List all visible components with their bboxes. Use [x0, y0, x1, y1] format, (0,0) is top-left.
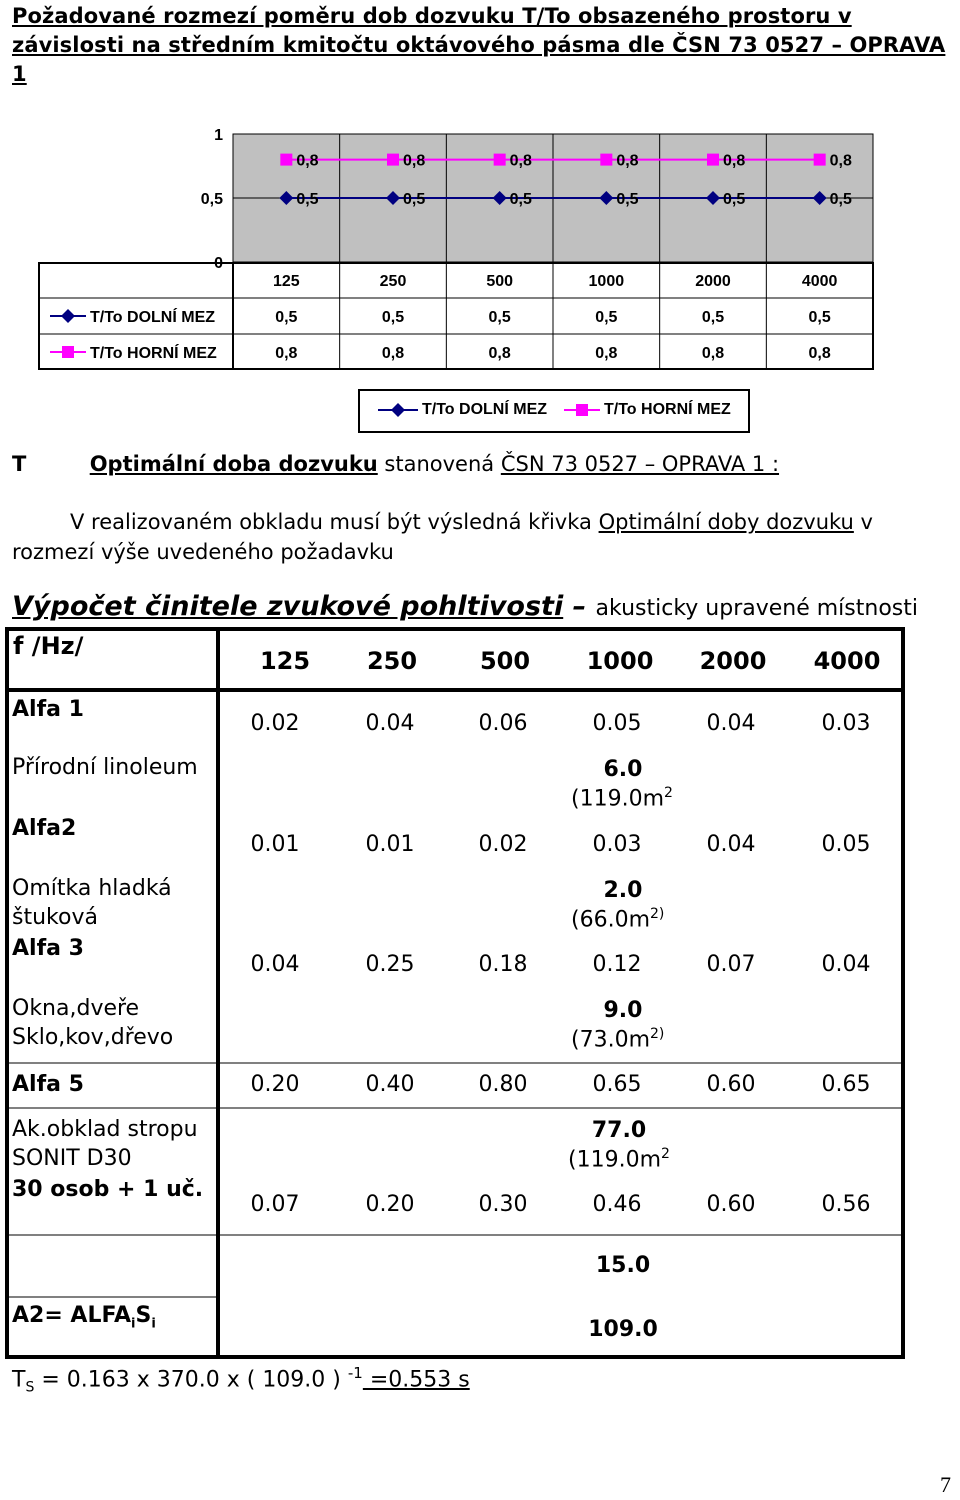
- data-label: 0,5: [829, 191, 852, 208]
- area-value: 6.0: [603, 757, 643, 782]
- x-tick-label: 4000: [801, 273, 838, 290]
- square-marker-icon: [564, 402, 600, 418]
- table-cell-value: 0,5: [701, 309, 725, 326]
- area-size: ($73.0m^{2)}$: [571, 1026, 665, 1053]
- area-value: 15.0: [595, 1253, 651, 1278]
- legend-label: T/To DOLNÍ MEZ: [422, 401, 548, 418]
- table-borders: [5, 627, 905, 1359]
- freq-header: 1000: [586, 647, 654, 675]
- alpha-value: 0.30: [478, 1192, 528, 1217]
- freq-label: f /Hz/: [13, 632, 84, 660]
- t-definition: [12, 452, 779, 476]
- table-cell-value: 0,5: [488, 309, 511, 326]
- table-cell-value: 0,5: [808, 309, 831, 326]
- freq-header: 500: [479, 647, 531, 675]
- row-label: 30 osob + 1 uč.: [12, 1177, 204, 1202]
- y-tick-label: 0,5: [200, 191, 223, 208]
- table-cell-value: 0,5: [595, 309, 618, 326]
- alpha-value: 0.60: [706, 1192, 756, 1217]
- data-label: 0,8: [616, 152, 639, 170]
- table-cell-value: 0,8: [808, 345, 831, 362]
- heading-sub: akusticky upravené místnosti: [595, 596, 918, 621]
- page-title: Požadované rozmezí poměru dob dozvuku T/To obsazeného prostoru v závislosti na středním kmitočtu oktávového pásma dle ČSN 73 0527 – OPRAVA 1: [12, 4, 946, 86]
- data-label: 0,5: [616, 191, 639, 208]
- table-series-name: T/To DOLNÍ MEZ: [90, 309, 216, 326]
- reverb-time-formula: $T_S = 0.163$ x 370.0 x ( 109.0 ) $^{-1}$ =0.553 s: [12, 1364, 470, 1396]
- material-label: štuková: [12, 905, 98, 930]
- requirement-paragraph: [12, 507, 957, 567]
- alpha-value: 0.20: [250, 1072, 300, 1097]
- table-legend-marker: [61, 309, 75, 323]
- alpha-value: 0.20: [365, 1192, 415, 1217]
- freq-header: 250: [366, 647, 418, 675]
- a2-label: $A2= ALFA_iS_i$: [12, 1303, 156, 1332]
- alpha-value: 0.03: [821, 711, 871, 736]
- chart-svg: [38, 118, 874, 372]
- alpha-value: 0.04: [706, 832, 756, 857]
- table-cell-value: 0,5: [275, 309, 298, 326]
- x-tick-label: 250: [379, 273, 407, 290]
- page-number: 7: [940, 1472, 951, 1497]
- data-label: 0,5: [509, 191, 532, 208]
- alpha-value: 0.04: [821, 952, 871, 977]
- data-label: 0,8: [723, 152, 746, 170]
- t-norm: ČSN 73 0527 – OPRAVA 1 :: [500, 452, 780, 476]
- x-tick-label: 1000: [588, 273, 625, 290]
- alpha-value: 0.46: [592, 1192, 642, 1217]
- legend-item-horni: [564, 401, 731, 419]
- data-label: 0,8: [509, 152, 532, 170]
- material-label: Sklo,kov,dřevo: [12, 1025, 174, 1050]
- legend-item-dolni: [378, 401, 547, 419]
- data-label: 0,8: [829, 152, 852, 170]
- absorption-table: [5, 627, 905, 1359]
- table-cell-value: 0,8: [275, 345, 298, 362]
- alpha-value: 0.04: [365, 711, 415, 736]
- table-series-name: T/To HORNÍ MEZ: [90, 345, 217, 362]
- data-point: [814, 154, 826, 166]
- row-label: Alfa2: [12, 816, 77, 841]
- alpha-value: 0.18: [478, 952, 528, 977]
- data-label: 0,5: [403, 191, 426, 208]
- data-point: [494, 154, 506, 166]
- area-value: 9.0: [603, 998, 643, 1023]
- area-value: 2.0: [603, 878, 643, 903]
- row-label: Alfa 5: [12, 1072, 84, 1097]
- para-text: V realizovaném obkladu musí být výsledná křivka: [70, 510, 599, 534]
- diamond-marker-icon: [378, 402, 418, 418]
- freq-header: 4000: [813, 647, 881, 675]
- material-label: SONIT D30: [12, 1146, 132, 1171]
- heading-dash: –: [563, 591, 596, 622]
- row-label: Alfa 3: [12, 936, 84, 961]
- t-symbol: T: [12, 452, 27, 476]
- alpha-value: 0.05: [821, 832, 871, 857]
- alpha-value: 0.01: [250, 832, 300, 857]
- data-point: [280, 154, 292, 166]
- x-tick-label: 500: [486, 273, 514, 290]
- data-point: [707, 154, 719, 166]
- alpha-value: 0.07: [250, 1192, 300, 1217]
- para-text-end: v rozmezí výše uvedeného požadavku: [12, 510, 873, 564]
- table-legend-marker: [62, 346, 74, 358]
- freq-header: 2000: [699, 647, 767, 675]
- data-point: [600, 154, 612, 166]
- material-label: Omítka hladká: [12, 876, 172, 901]
- alpha-value: 0.05: [592, 711, 642, 736]
- section-heading: [12, 591, 918, 622]
- alpha-value: 0.25: [365, 952, 415, 977]
- t-term: Optimální doba dozvuku: [89, 452, 378, 476]
- alpha-value: 0.65: [592, 1072, 642, 1097]
- data-label: 0,5: [723, 191, 746, 208]
- alpha-value: 0.03: [592, 832, 642, 857]
- material-label: Okna,dveře: [12, 996, 140, 1021]
- tto-chart: [38, 118, 874, 372]
- area-value: 77.0: [591, 1118, 647, 1143]
- para-link: Optimální doby dozvuku: [598, 510, 854, 534]
- area-size: ($119.0m^2$: [571, 785, 673, 812]
- alpha-value: 0.12: [592, 952, 642, 977]
- freq-header: 125: [259, 647, 311, 675]
- data-label: 0,8: [403, 152, 426, 170]
- x-tick-label: 125: [272, 273, 300, 290]
- x-tick-label: 2000: [695, 273, 731, 290]
- y-tick-label: 0: [214, 255, 223, 272]
- t-rest: stanovená: [377, 452, 501, 476]
- y-tick-label: 1: [214, 127, 223, 144]
- table-cell-value: 0,8: [595, 345, 618, 362]
- alpha-value: 0.40: [365, 1072, 415, 1097]
- legend-label: T/To HORNÍ MEZ: [604, 401, 731, 418]
- heading-main: Výpočet činitele zvukové pohltivosti: [12, 591, 564, 622]
- alpha-value: 0.56: [821, 1192, 871, 1217]
- alpha-value: 0.07: [706, 952, 756, 977]
- material-label: Přírodní linoleum: [12, 755, 198, 780]
- table-cell-value: 0,8: [381, 345, 405, 362]
- alpha-value: 0.04: [706, 711, 756, 736]
- alpha-value: 0.04: [250, 952, 300, 977]
- data-point: [387, 154, 399, 166]
- alpha-value: 0.06: [478, 711, 528, 736]
- alpha-value: 0.65: [821, 1072, 871, 1097]
- table-cell-value: 0,8: [488, 345, 511, 362]
- chart-legend: [358, 389, 750, 433]
- area-size: ($66.0m^{2)}$: [571, 906, 665, 933]
- alpha-value: 0.01: [365, 832, 415, 857]
- row-label: Alfa 1: [12, 697, 84, 722]
- data-label: 0,8: [296, 152, 319, 170]
- material-label: Ak.obklad stropu: [12, 1117, 198, 1142]
- area-size: ($119.0m^2$: [568, 1146, 670, 1173]
- table-cell-value: 0,5: [381, 309, 405, 326]
- a2-total: 109.0: [588, 1317, 658, 1342]
- alpha-value: 0.02: [478, 832, 528, 857]
- table-cell-value: 0,8: [701, 345, 725, 362]
- alpha-value: 0.60: [706, 1072, 756, 1097]
- data-label: 0,5: [296, 191, 319, 208]
- alpha-value: 0.80: [478, 1072, 528, 1097]
- alpha-value: 0.02: [250, 711, 300, 736]
